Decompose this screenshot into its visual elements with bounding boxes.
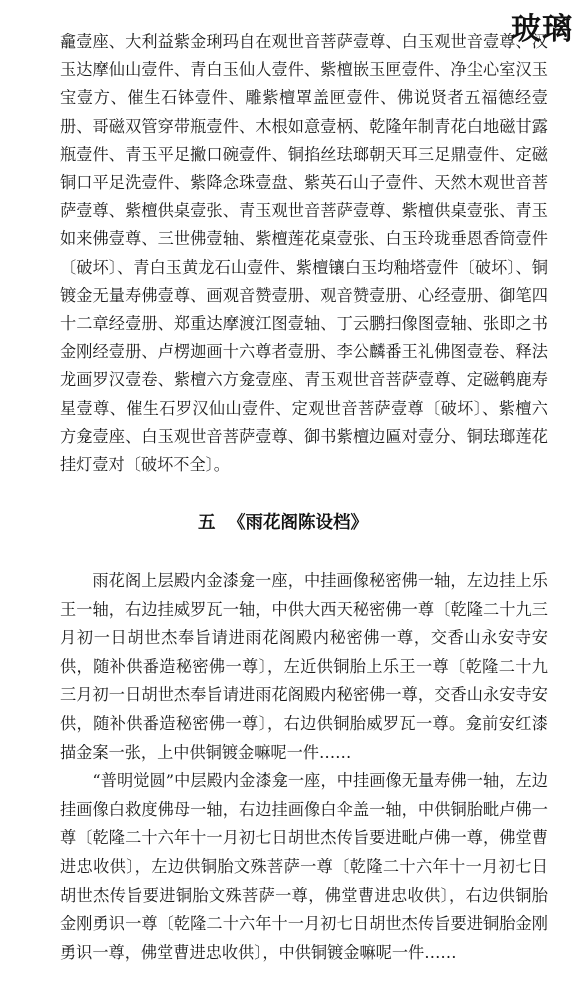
section-body [60, 567, 548, 967]
section-number: 五 [198, 513, 216, 533]
paragraph-middle-hall: “普明觉圆”中层殿内金漆龛一座，中挂画像无量寿佛一轴，左边挂画像白救度佛母一轴，右边挂画像白伞盖一轴，中供铜胎毗卢佛一尊〔乾隆二十六年十一月初七日胡世杰传旨要进毗卢佛一尊，佛堂曹进忠收供〕，左边供铜胎文殊菩萨一尊〔乾隆二十六年十一月初七日胡世杰传旨要进铜胎文殊菩萨一尊，佛堂曹进忠收供〕，右边供铜胎金刚勇识一尊〔乾隆二十六年十一月初七日胡世杰传旨要进铜胎金刚勇识一尊，佛堂曹进忠收供〕，中供铜镀金嘛呢一件…… [60, 771, 548, 962]
inventory-list: 龕壹座、大利益紫金琍玛自在观世音菩萨壹尊、白玉观世音壹尊、汉玉达摩仙山壹件、青白玉仙人壹件、紫檀嵌玉匣壹件、净尘心室汉玉宝壹方、催生石钵壹件、雕紫檀罩盖匣壹件、佛说贤者五福德经壹册、哥磁双管穿带瓶壹件、木根如意壹柄、乾隆年制青花白地磁甘露瓶壹件、青玉平足撇口碗壹件、铜掐丝珐瑯朝天耳三足鼎壹件、定磁铜口平足洗壹件、紫降念珠壹盘、紫英石山子壹件、天然木观世音菩萨壹尊、紫檀供桌壹张、青玉观世音菩萨壹尊、紫檀供桌壹张、青玉如来佛壹尊、三世佛壹轴、紫檀莲花桌壹张、白玉玲珑垂恩香筒壹件〔破坏〕、青白玉黄龙石山壹件、紫檀镶白玉均釉塔壹件〔破坏〕、铜镀金无量寿佛壹尊、画观音赞壹册、观音赞壹册、心经壹册、御笔四十二章经壹册、郑重达摩渡江图壹轴、丁云鹏扫像图壹轴、张即之书金刚经壹册、卢楞迦画十六尊者壹册、李公麟番王礼佛图壹卷、释法龙画罗汉壹卷、紫檀六方龛壹座、青玉观世音菩萨壹尊、定磁鹌鹿寿星壹尊、催生石罗汉仙山壹件、定观世音菩萨壹尊〔破坏〕、紫檀六方龛壹座、白玉观世音菩萨壹尊、御书紫檀边匾对壹分、铜珐瑯莲花挂灯壹对〔破坏不全〕。 [60, 32, 548, 475]
section-title: 《雨花阁陈设档》 [228, 513, 368, 533]
header-mark: 玻璃 [511, 12, 573, 47]
paragraph-upper-hall: 雨花阁上层殿内金漆龛一座，中挂画像秘密佛一轴，左边挂上乐王一轴，右边挂威罗瓦一轴，中供大西天秘密佛一尊〔乾隆二十九三月初一日胡世杰奉旨请进雨花阁殿内秘密佛一尊，交香山永安寺安供，随补供番造秘密佛一尊〕，左近供铜胎上乐王一尊〔乾隆二十九三月初一日胡世杰奉旨请进雨花阁殿内秘密佛一尊，交香山永安寺安供，随补供番造秘密佛一尊〕，右边供铜胎威罗瓦一尊。龛前安红漆描金案一张，上中供铜镀金嘛呢一件…… [60, 571, 548, 762]
